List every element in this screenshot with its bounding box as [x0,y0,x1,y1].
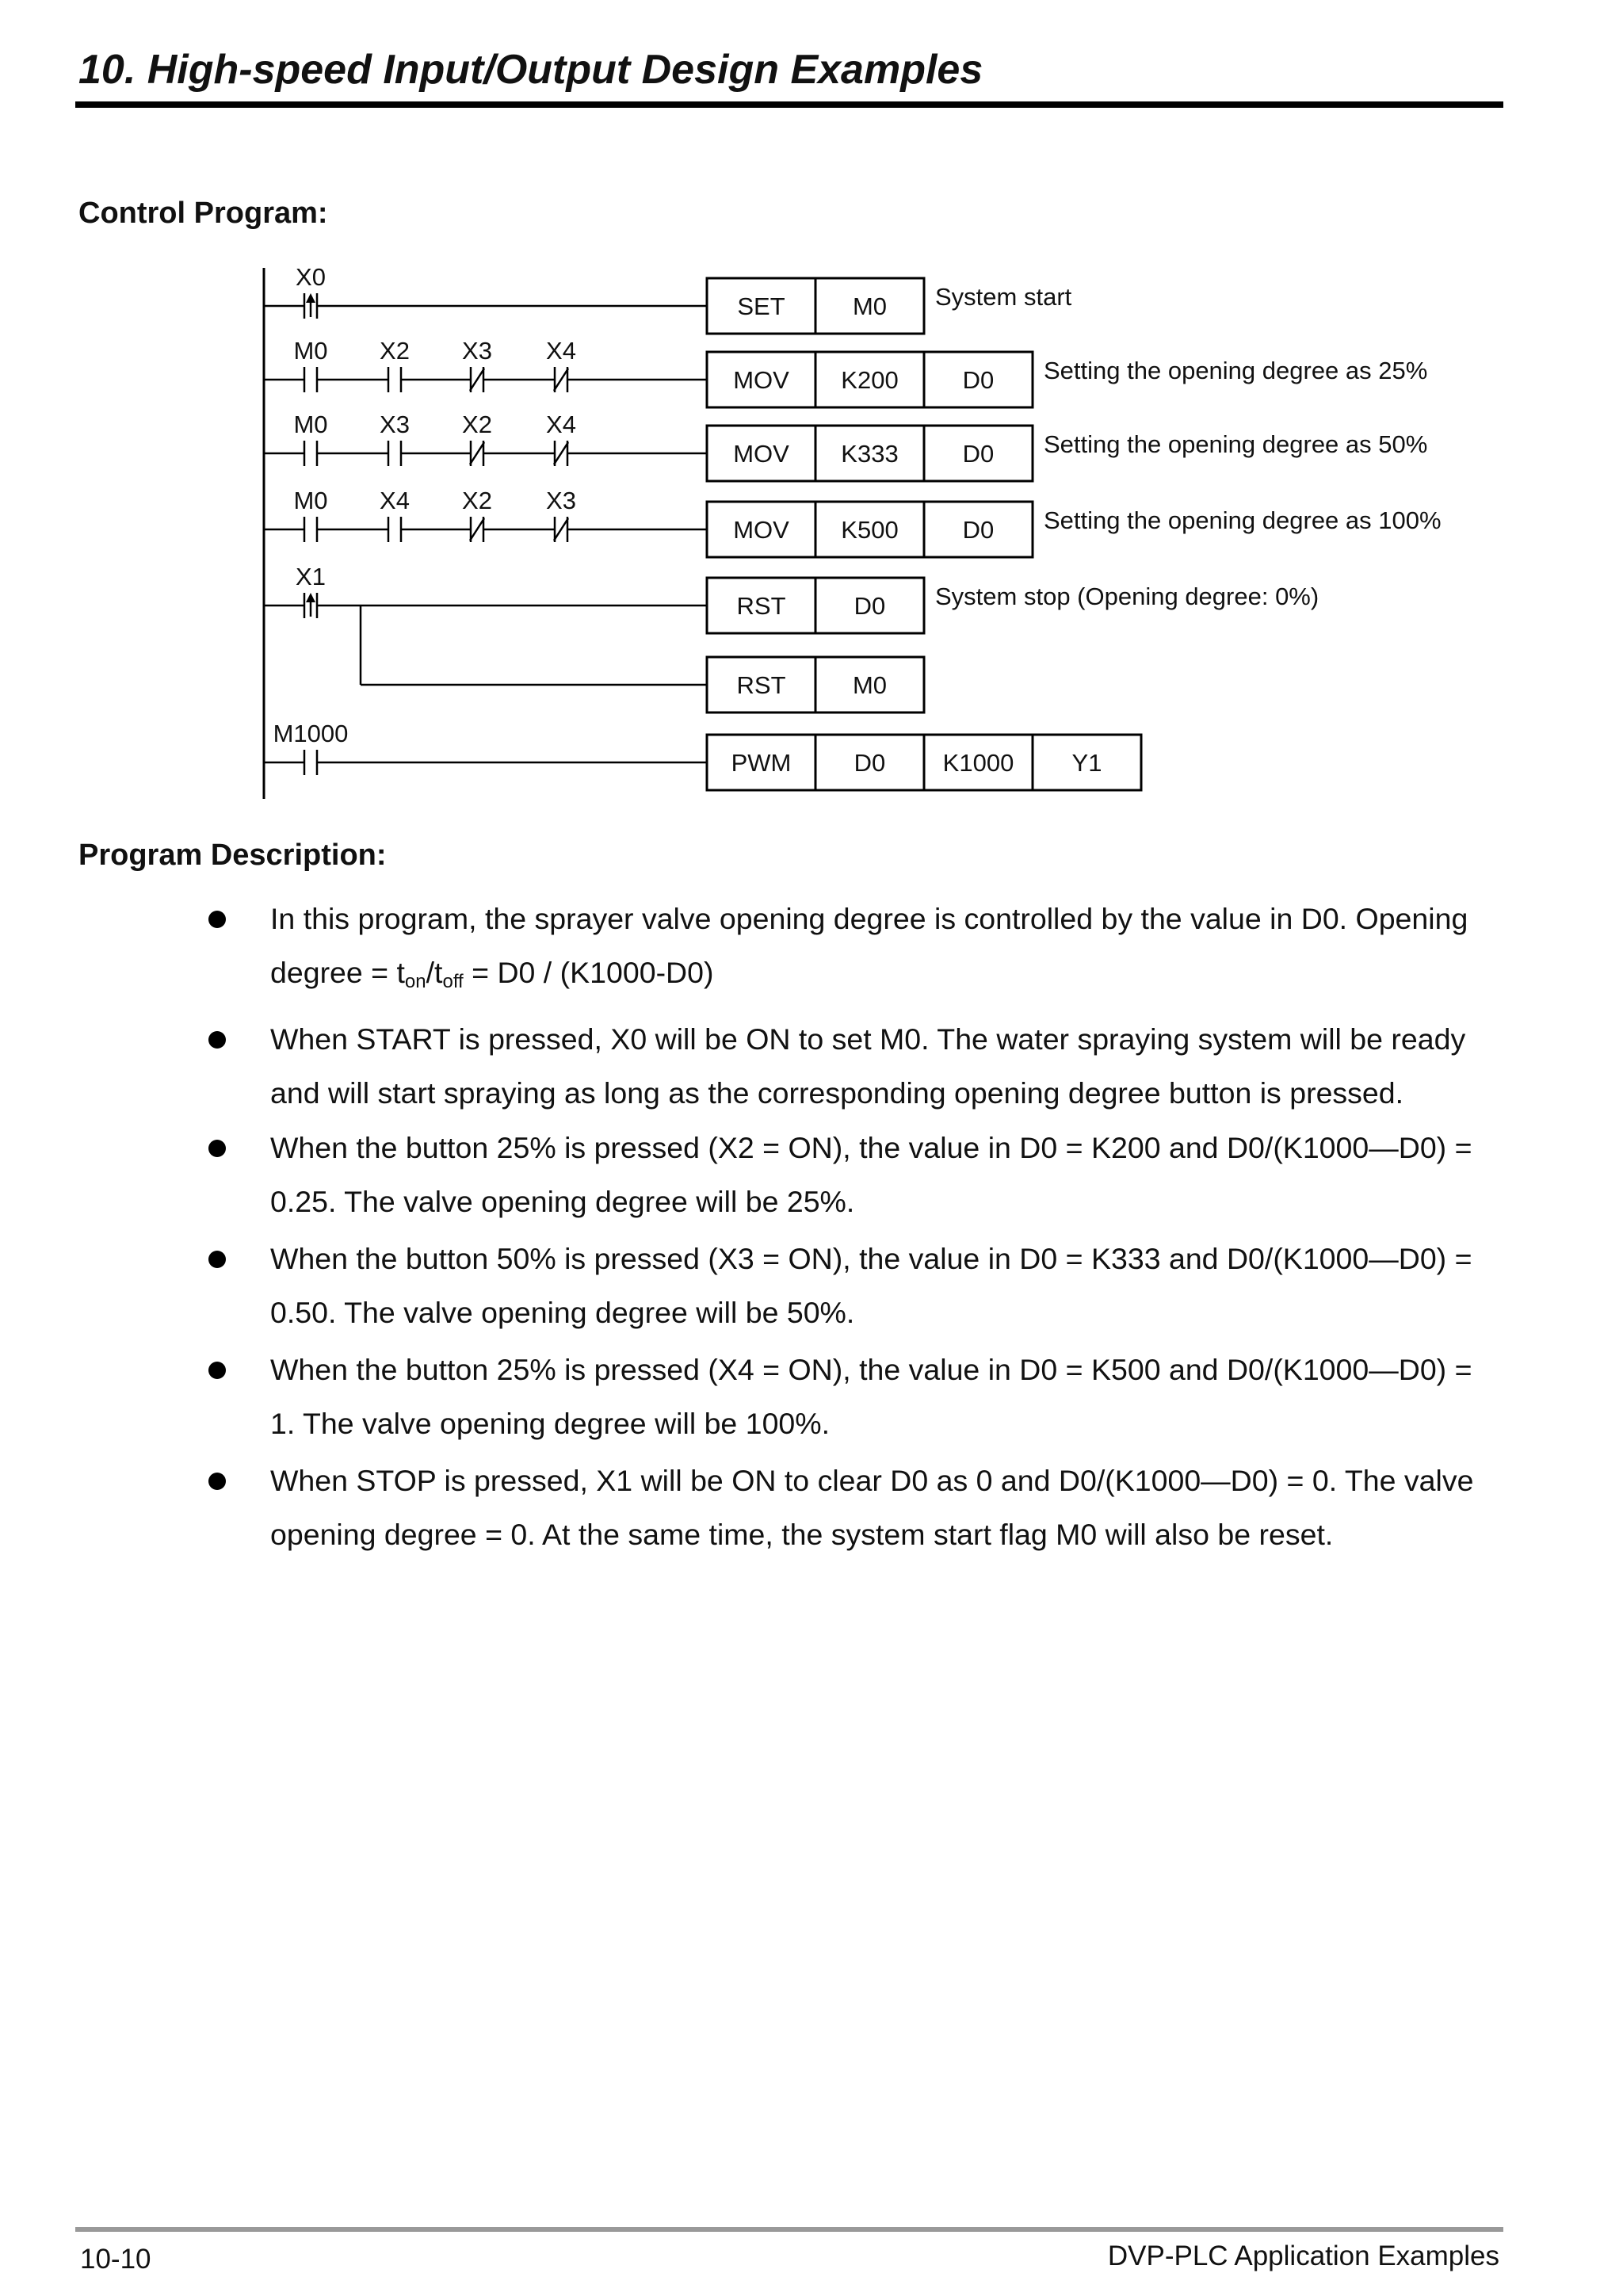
instruction-operand: M0 [852,671,888,699]
instruction-comment: Setting the opening degree as 25% [1044,357,1428,384]
instruction-comment: Setting the opening degree as 50% [1044,430,1428,458]
contact-label: M1000 [273,720,349,747]
instruction-operand: RST [736,592,786,620]
bullet-dot [208,1362,226,1379]
contact-label: X3 [546,487,576,514]
contact-label: X2 [462,487,492,514]
nc-slash [470,369,484,391]
contact-label: X2 [462,411,492,438]
bullet-item [270,1012,1507,1120]
instruction-operand: D0 [962,440,995,468]
formula: degree = $t_{on}/t_{off} = D0 / (K1000-D0)$ [270,956,714,992]
footer-rule [75,2227,1503,2232]
instruction-operand: D0 [962,366,995,394]
bullet-line: and will start spraying as long as the corresponding opening degree button is pressed. [270,1076,1404,1110]
bullet-item [270,1454,1507,1561]
page-number: 10-10 [80,2244,151,2275]
bullet-line: 1. The valve opening degree will be 100%. [270,1407,831,1440]
instruction-comment: Setting the opening degree as 100% [1044,506,1442,534]
nc-slash [554,442,568,464]
nc-slash [470,442,484,464]
bullet-dot [208,1251,226,1268]
bullet-dot [208,911,226,928]
page-title: 10. High-speed Input/Output Design Examples [78,47,983,93]
instruction-operand: MOV [733,516,789,544]
contact-label: X4 [546,411,576,438]
contact-label: X0 [296,263,326,291]
instruction-operand: K200 [841,366,899,394]
contact-label: X3 [462,337,492,365]
instruction-operand: K333 [841,440,899,468]
instruction-operand: PWM [731,749,792,777]
nc-slash [470,518,484,541]
program-description-heading: Program Description: [78,839,387,872]
instruction-operand: D0 [854,749,886,777]
contact-label: X1 [296,563,326,590]
bullet-line: When the button 50% is pressed (X3 = ON), the value in D0 = K333 and D0/(K1000—D0) = [270,1242,1472,1275]
instruction-operand: D0 [962,516,995,544]
bullet-line: When START is pressed, X0 will be ON to set M0. The water spraying system will be ready [270,1022,1466,1056]
nc-slash [554,369,568,391]
bullet-dot [208,1140,226,1157]
instruction-comment: System stop (Opening degree: 0%) [935,583,1319,610]
instruction-operand: SET [737,292,785,320]
instruction-operand: M0 [852,292,888,320]
bullet-dot [208,1031,226,1049]
bullet-line: opening degree = 0. At the same time, the system start flag M0 will also be reset. [270,1518,1334,1551]
bullet-dot [208,1473,226,1490]
bullet-line: When the button 25% is pressed (X4 = ON), the value in D0 = K500 and D0/(K1000—D0) = [270,1353,1472,1386]
bullet-line: When the button 25% is pressed (X2 = ON), the value in D0 = K200 and D0/(K1000—D0) = [270,1131,1472,1164]
instruction-operand: RST [736,671,786,699]
rising-arrow-head [306,593,315,602]
bullet-item [270,1232,1507,1339]
document-title: DVP-PLC Application Examples [1107,2241,1499,2271]
bullet-line: 0.25. The valve opening degree will be 25%. [270,1185,855,1218]
contact-label: X4 [546,337,576,365]
control-program-heading: Control Program: [78,197,328,230]
rising-arrow-head [306,293,315,303]
nc-slash [554,518,568,541]
bullet-item [270,1343,1507,1450]
contact-label: X4 [380,487,410,514]
ladder-diagram [0,0,1623,824]
bullet-item [270,892,1507,999]
instruction-operand: MOV [733,366,789,394]
bullet-line: When STOP is pressed, X1 will be ON to clear D0 as 0 and D0/(K1000—D0) = 0. The valve [270,1464,1474,1497]
instruction-operand: D0 [854,592,886,620]
instruction-operand: K1000 [942,749,1014,777]
instruction-operand: K500 [841,516,899,544]
instruction-operand: MOV [733,440,789,468]
instruction-operand: Y1 [1071,749,1102,777]
contact-label: M0 [293,411,328,438]
instruction-comment: System start [935,283,1072,311]
contact-label: M0 [293,337,328,365]
bullet-line: 0.50. The valve opening degree will be 50%. [270,1296,855,1329]
bullet-line: In this program, the sprayer valve opening degree is controlled by the value in D0. Opening [270,902,1468,935]
contact-label: M0 [293,487,328,514]
contact-label: X2 [380,337,410,365]
contact-label: X3 [380,411,410,438]
bullet-item [270,1121,1507,1228]
